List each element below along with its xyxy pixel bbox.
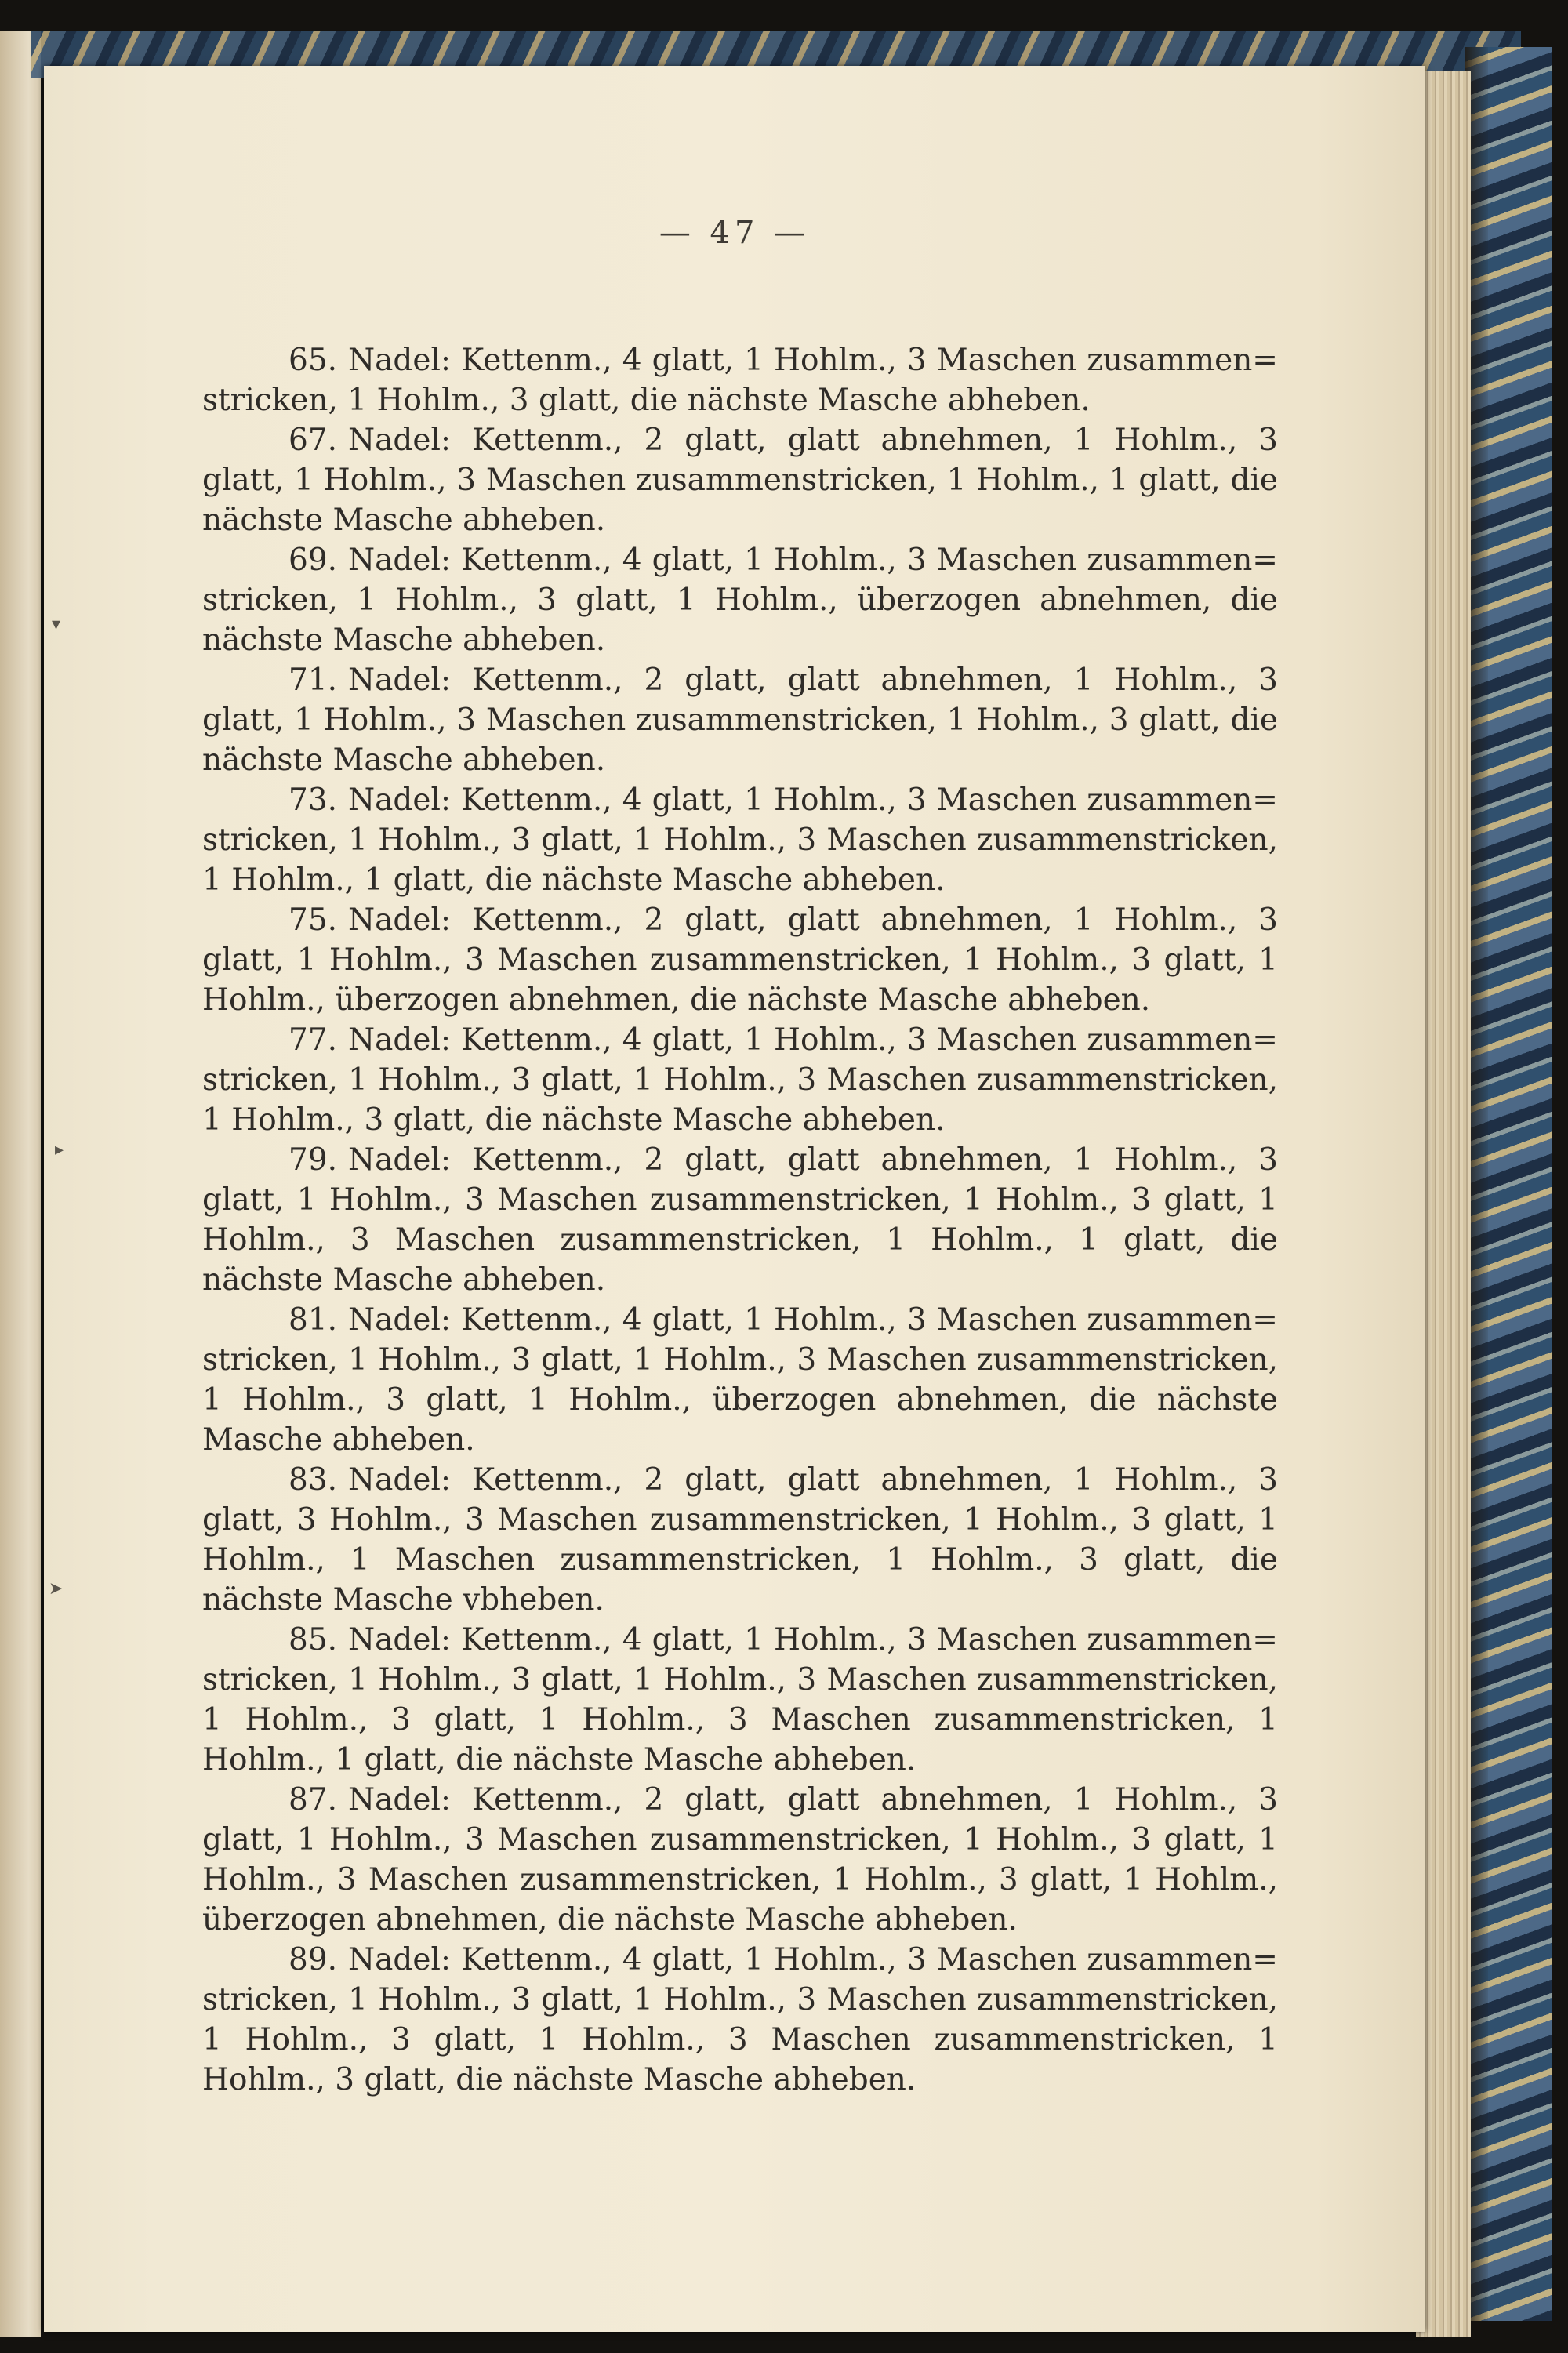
- row-number: 87.: [289, 1782, 338, 1817]
- marbled-cover-right: [1465, 47, 1552, 2321]
- row-number: 65.: [289, 343, 338, 378]
- instruction-text: Nadel: Kettenm., 2 glatt, glatt abnehmen, 1 Hohlm., 3 glatt, 1 Hohlm., 3 Maschen zusammenstricken, 1 Hohlm., 3 glatt, die nächste Masche abheben.: [202, 663, 1278, 778]
- row-number: 77.: [289, 1022, 338, 1058]
- instruction-text: Nadel: Kettenm., 4 glatt, 1 Hohlm., 3 Maschen zusammen= stricken, 1 Hohlm., 3 glatt, 1 Hohlm., überzogen abnehmen, die nächste Masche abheben.: [202, 543, 1278, 658]
- instruction-text: Nadel: Kettenm., 4 glatt, 1 Hohlm., 3 Maschen zusammen= stricken, 1 Hohlm., 3 glatt, 1 Hohlm., 3 Maschen zusammenstricken, 1 Hohlm., 1 glatt, die nächste Masche abheben.: [202, 783, 1278, 898]
- instruction-text: Nadel: Kettenm., 4 glatt, 1 Hohlm., 3 Maschen zusammen= stricken, 1 Hohlm., 3 glatt, die nächste Masche abheben.: [202, 343, 1278, 418]
- instruction-text: Nadel: Kettenm., 2 glatt, glatt abnehmen, 1 Hohlm., 3 glatt, 3 Hohlm., 3 Maschen zusammenstricken, 1 Hohlm., 3 glatt, 1 Hohlm., 1 Maschen zusammenstricken, 1 Hohlm., 3 glatt, die nächste Masche vbheben.: [202, 1462, 1278, 1618]
- margin-mark: ➤: [49, 1579, 64, 1599]
- instruction-paragraph: [202, 900, 1278, 1020]
- instruction-text: Nadel: Kettenm., 2 glatt, glatt abnehmen, 1 Hohlm., 3 glatt, 1 Hohlm., 3 Maschen zusammenstricken, 1 Hohlm., 3 glatt, 1 Hohlm., 3 Maschen zusammenstricken, 1 Hohlm., 1 glatt, die nächste Masche abheben.: [202, 1142, 1278, 1298]
- instruction-text: Nadel: Kettenm., 2 glatt, glatt abnehmen, 1 Hohlm., 3 glatt, 1 Hohlm., 3 Maschen zusammenstricken, 1 Hohlm., 3 glatt, 1 Hohlm., 3 Maschen zusammenstricken, 1 Hohlm., 3 glatt, 1 Hohlm., überzogen abnehmen, die nächste Masche abheben.: [202, 1782, 1278, 1937]
- row-number: 79.: [289, 1142, 338, 1178]
- book-page: [44, 66, 1425, 2332]
- instruction-paragraph: [202, 540, 1278, 660]
- knitting-instructions: [202, 340, 1278, 2100]
- instruction-text: Nadel: Kettenm., 4 glatt, 1 Hohlm., 3 Maschen zusammen= stricken, 1 Hohlm., 3 glatt, 1 Hohlm., 3 Maschen zusammenstricken, 1 Hohlm., 3 glatt, die nächste Masche abheben.: [202, 1022, 1278, 1138]
- instruction-text: Nadel: Kettenm., 2 glatt, glatt abnehmen, 1 Hohlm., 3 glatt, 1 Hohlm., 3 Maschen zusammenstricken, 1 Hohlm., 3 glatt, 1 Hohlm., überzogen abnehmen, die nächste Masche abheben.: [202, 902, 1278, 1018]
- instruction-text: Nadel: Kettenm., 2 glatt, glatt abnehmen, 1 Hohlm., 3 glatt, 1 Hohlm., 3 Maschen zusammenstricken, 1 Hohlm., 1 glatt, die nächste Masche abheben.: [202, 423, 1278, 538]
- instruction-text: Nadel: Kettenm., 4 glatt, 1 Hohlm., 3 Maschen zusammen= stricken, 1 Hohlm., 3 glatt, 1 Hohlm., 3 Maschen zusammenstricken, 1 Hohlm., 3 glatt, 1 Hohlm., 3 Maschen zusammenstricken, 1 Hohlm., 1 glatt, die nächste Masche abheben.: [202, 1622, 1278, 1777]
- page-number: — 47 —: [659, 215, 811, 251]
- row-number: 89.: [289, 1942, 338, 1977]
- row-number: 73.: [289, 783, 338, 818]
- instruction-text: Nadel: Kettenm., 4 glatt, 1 Hohlm., 3 Maschen zusammen= stricken, 1 Hohlm., 3 glatt, 1 Hohlm., 3 Maschen zusammenstricken, 1 Hohlm., 3 glatt, 1 Hohlm., überzogen abnehmen, die nächste Masche abheben.: [202, 1302, 1278, 1458]
- margin-mark: ▸: [55, 1140, 64, 1160]
- instruction-paragraph: [202, 1300, 1278, 1460]
- instruction-paragraph: [202, 780, 1278, 900]
- row-number: 85.: [289, 1622, 338, 1658]
- instruction-paragraph: [202, 660, 1278, 780]
- instruction-paragraph: [202, 1620, 1278, 1780]
- instruction-paragraph: [202, 1780, 1278, 1940]
- row-number: 71.: [289, 663, 338, 698]
- instruction-paragraph: [202, 1020, 1278, 1140]
- margin-mark: ▾: [52, 615, 61, 634]
- row-number: 75.: [289, 902, 338, 938]
- instruction-paragraph: [202, 420, 1278, 540]
- row-number: 67.: [289, 423, 338, 458]
- row-number: 69.: [289, 543, 338, 578]
- facing-page-edge: [0, 31, 41, 2337]
- row-number: 81.: [289, 1302, 338, 1338]
- instruction-paragraph: [202, 340, 1278, 420]
- instruction-text: Nadel: Kettenm., 4 glatt, 1 Hohlm., 3 Maschen zusammen= stricken, 1 Hohlm., 3 glatt, 1 Hohlm., 3 Maschen zusammenstricken, 1 Hohlm., 3 glatt, 1 Hohlm., 3 Maschen zusammenstricken, 1 Hohlm., 3 glatt, die nächste Masche abheben.: [202, 1942, 1278, 2097]
- row-number: 83.: [289, 1462, 338, 1498]
- instruction-paragraph: [202, 1140, 1278, 1300]
- instruction-paragraph: [202, 1940, 1278, 2100]
- instruction-paragraph: [202, 1460, 1278, 1620]
